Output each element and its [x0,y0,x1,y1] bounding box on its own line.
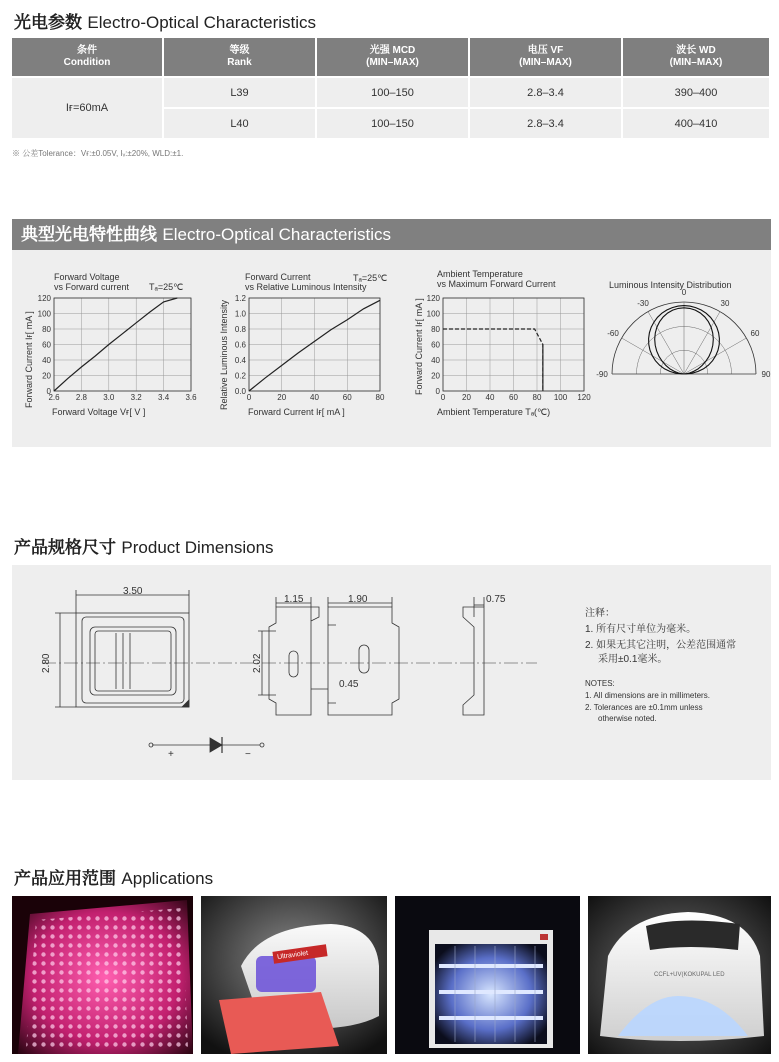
dim-pad-height: 2.02 [252,653,263,673]
applications-title: 产品应用范围 Applications [14,869,214,889]
header-rank: 等级 Rank [163,38,316,77]
params-table [12,38,769,138]
polar-spoke [684,312,720,374]
chart3-xlabel: Ambient Temperature Tₐ(℃) [437,407,551,417]
header-condition: 条件 Condition [12,38,163,77]
curves-title-bar: 典型光电特性曲线 Electro-Optical Characteristics [12,219,771,250]
chart3-xtick: 100 [553,393,568,402]
dim-width: 3.50 [123,586,143,597]
notes-en-title: NOTES: [585,679,615,688]
currency-detector-photo [201,896,387,1054]
polar-angle-label: 0 [681,288,687,297]
chart1-xtick: 2.6 [48,393,60,402]
dim-pad-gap: 1.90 [348,594,368,605]
table-row [12,77,769,108]
polar-angle-label: 90 [761,370,771,379]
chart3-xtick: 120 [577,393,591,402]
bug-zapper-photo [395,896,580,1054]
chart1-xtick: 3.4 [158,393,170,402]
chart3-ytick: 80 [431,325,440,334]
chart3-ytick: 20 [431,371,440,381]
mcd-cell: 100–150 [316,77,469,108]
curves-svg [12,250,771,447]
header-mcd: 光强 MCD (MIN–MAX) [316,38,469,77]
dim-pad-width: 1.15 [284,594,304,605]
rank-cell: L39 [163,77,316,108]
chart2-title1: Forward Current [245,272,311,282]
cathode-minus: − [245,749,251,760]
chart2-ytick: 0.6 [234,340,246,350]
chart1-title1: Forward Voltage [54,272,120,282]
chart3-ytick: 120 [426,294,440,303]
chart2-ytick: 0.2 [234,371,246,381]
chart2-xtick: 0 [246,393,252,402]
dimensions-title: 产品规格尺寸 Product Dimensions [14,538,274,558]
notes-en-1: 1. All dimensions are in millimeters. [585,691,710,700]
polar-spoke [648,312,684,374]
chart1-ytick: 40 [42,356,51,365]
chart1-ytick: 0 [46,387,51,396]
uv-nail-lamp-photo [588,896,771,1054]
chart1-ytick: 100 [37,309,51,319]
chart3-xtick: 60 [509,393,518,402]
chart2-xtick: 40 [310,393,319,402]
dimensions-panel [12,565,771,780]
rank-cell: L40 [163,108,316,138]
polar-angle-label: 60 [750,329,760,338]
dim-thickness: 0.75 [486,594,506,605]
chart3-ytick: 40 [431,356,440,365]
chart1-ytick: 120 [37,294,51,303]
chart3-xtick: 40 [485,393,495,402]
polar-angle-label: -60 [607,329,619,338]
notes-en-2a: 2. Tolerances are ±0.1mm unless [585,703,703,712]
chart2-cond: Tₐ=25℃ [353,273,388,283]
chart1-ylabel: Forward Current Iғ[ mA ] [24,311,34,408]
chart1-xtick: 3.2 [130,393,142,402]
chart2-ytick: 0.8 [234,325,246,334]
chart2-xtick: 80 [375,393,385,402]
chart2-xlabel: Forward Current Iғ[ mA ] [248,407,345,417]
chart2-xtick: 20 [277,393,287,402]
tolerance-note: ※ 公差Tolerance：Vғ:±0.05V, Iᵥ:±20%, WLD:±1. [12,149,184,158]
chart2-ytick: 0.0 [234,387,246,396]
curves-panel [12,250,771,447]
chart4-title: Luminous Intensity Distribution [609,280,732,290]
notes-cn-2b: 采用±0.1毫米。 [598,654,668,665]
detector-label: Ultraviolet [276,949,309,962]
chart1-ytick: 80 [42,325,51,334]
chart3-ylabel: Forward Current Iғ[ mA ] [414,298,424,395]
polar-angle-label: -90 [596,370,608,379]
chart2-ytick: 1.0 [234,309,246,319]
chart2-xtick: 60 [342,393,352,402]
lamp-label: CCFL+UV(KOKUPAL LED [654,972,725,978]
chart2-ytick: 0.4 [234,356,246,365]
chart1-xtick: 2.8 [75,393,87,402]
chart3-xtick: 20 [462,393,471,402]
mcd-cell: 100–150 [316,108,469,138]
notes-cn-2a: 2. 如果无其它注明，公差范围通常 [585,640,737,651]
table-header-row [12,38,769,77]
chart3-ytick: 0 [435,387,440,396]
params-title: 光电参数 Electro-Optical Characteristics [14,13,317,33]
chart2-ylabel: Relative Luminous Intensity [219,299,229,410]
chart3-xtick: 80 [532,393,542,402]
chart3-ytick: 100 [426,309,440,319]
notes-en-2b: otherwise noted. [598,714,657,723]
header-vf: 电压 VF (MIN–MAX) [469,38,622,77]
chart1-xtick: 3.6 [185,393,197,402]
polar-angle-label: 30 [720,298,730,308]
chart2-title2: vs Relative Luminous Intensity [245,282,367,292]
dim-slot: 0.45 [339,679,359,690]
grow-light-photo [12,896,193,1054]
notes-cn-1: 1. 所有尺寸单位为毫米。 [585,624,697,635]
chart1-title2: vs Forward current [54,282,130,292]
polar-angle-label: -30 [637,298,649,308]
vf-cell: 2.8–3.4 [469,108,622,138]
chart1-cond: Tₐ=25℃ [149,282,184,292]
chart1-xlabel: Forward Voltage Vғ[ V ] [52,407,146,417]
chart1-ytick: 60 [42,340,51,350]
header-wd: 波长 WD (MIN–MAX) [622,38,769,77]
chart1-ytick: 20 [42,371,51,381]
dimensions-drawing [12,565,771,780]
wd-cell: 390–400 [622,77,769,108]
chart3-ytick: 60 [431,340,440,350]
chart3-title1: Ambient Temperature [437,269,523,279]
wd-cell: 400–410 [622,108,769,138]
chart3-xtick: 0 [440,393,446,402]
chart3-title2: vs Maximum Forward Current [437,279,556,289]
anode-plus: + [168,749,174,760]
condition-cell: Iғ=60mA [12,77,163,138]
chart2-ytick: 1.2 [234,294,246,303]
notes-cn-title: 注释： [585,608,615,619]
vf-cell: 2.8–3.4 [469,77,622,108]
dim-height: 2.80 [41,653,52,673]
chart1-xtick: 3.0 [103,393,115,402]
